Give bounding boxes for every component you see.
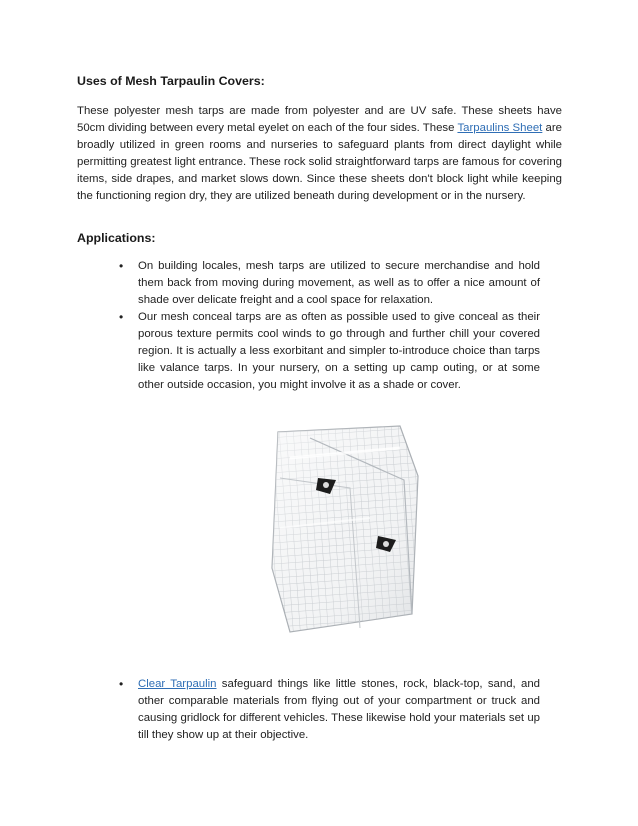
tarpaulins-sheet-link[interactable]: Tarpaulins Sheet: [457, 122, 543, 134]
section-heading-uses: Uses of Mesh Tarpaulin Covers:: [77, 74, 265, 88]
section-heading-applications: Applications:: [77, 231, 156, 245]
list-item: • On building locales, mesh tarps are utilized to secure merchandise and hold them back from moving during movement, as well as to offer a nice amount of shade over delicate freight and a cool space for relaxation.: [138, 258, 540, 309]
list-item: • Our mesh conceal tarps are as often as possible used to give conceal as their porous texture permits cool winds to go through and further chill your covered region. It is actually a less exorbitant and simpler to-introduce choice than tarps like valance tarps. In your nursery, on a setting up camp outing, or at some other outside occasion, you might involve it as a shade or cover.: [138, 309, 540, 394]
list-item: [138, 676, 540, 744]
clear-tarpaulin-text: safeguard things like little stones, rock, black-top, sand, and other comparable materials from flying out of your compartment or truck and causing gridlock for different vehicles. These likewise hold your materials set up till they show up at their objective.: [138, 678, 540, 741]
intro-text-before-link: These polyester mesh tarps are made from polyester and are UV safe. These sheets have 50cm dividing between every metal eyelet on each of the four sides. These: [77, 105, 562, 134]
clear-tarpaulin-list: [138, 676, 540, 744]
clear-tarpaulin-link[interactable]: Clear Tarpaulin: [138, 678, 217, 690]
applications-list: [138, 258, 540, 394]
intro-text-after-link: are broadly utilized in green rooms and nurseries to safeguard plants from direct daylight while permitting greatest light entrance. These rock solid straightforward tarps are famous for covering items, side drapes, and market slows down. Since these sheets don't block light while keeping the functioning region dry, they are utilized beneath during development or in the nursery.: [77, 122, 562, 202]
mesh-tarpaulin-photo: [250, 418, 438, 640]
intro-paragraph: [77, 103, 562, 205]
